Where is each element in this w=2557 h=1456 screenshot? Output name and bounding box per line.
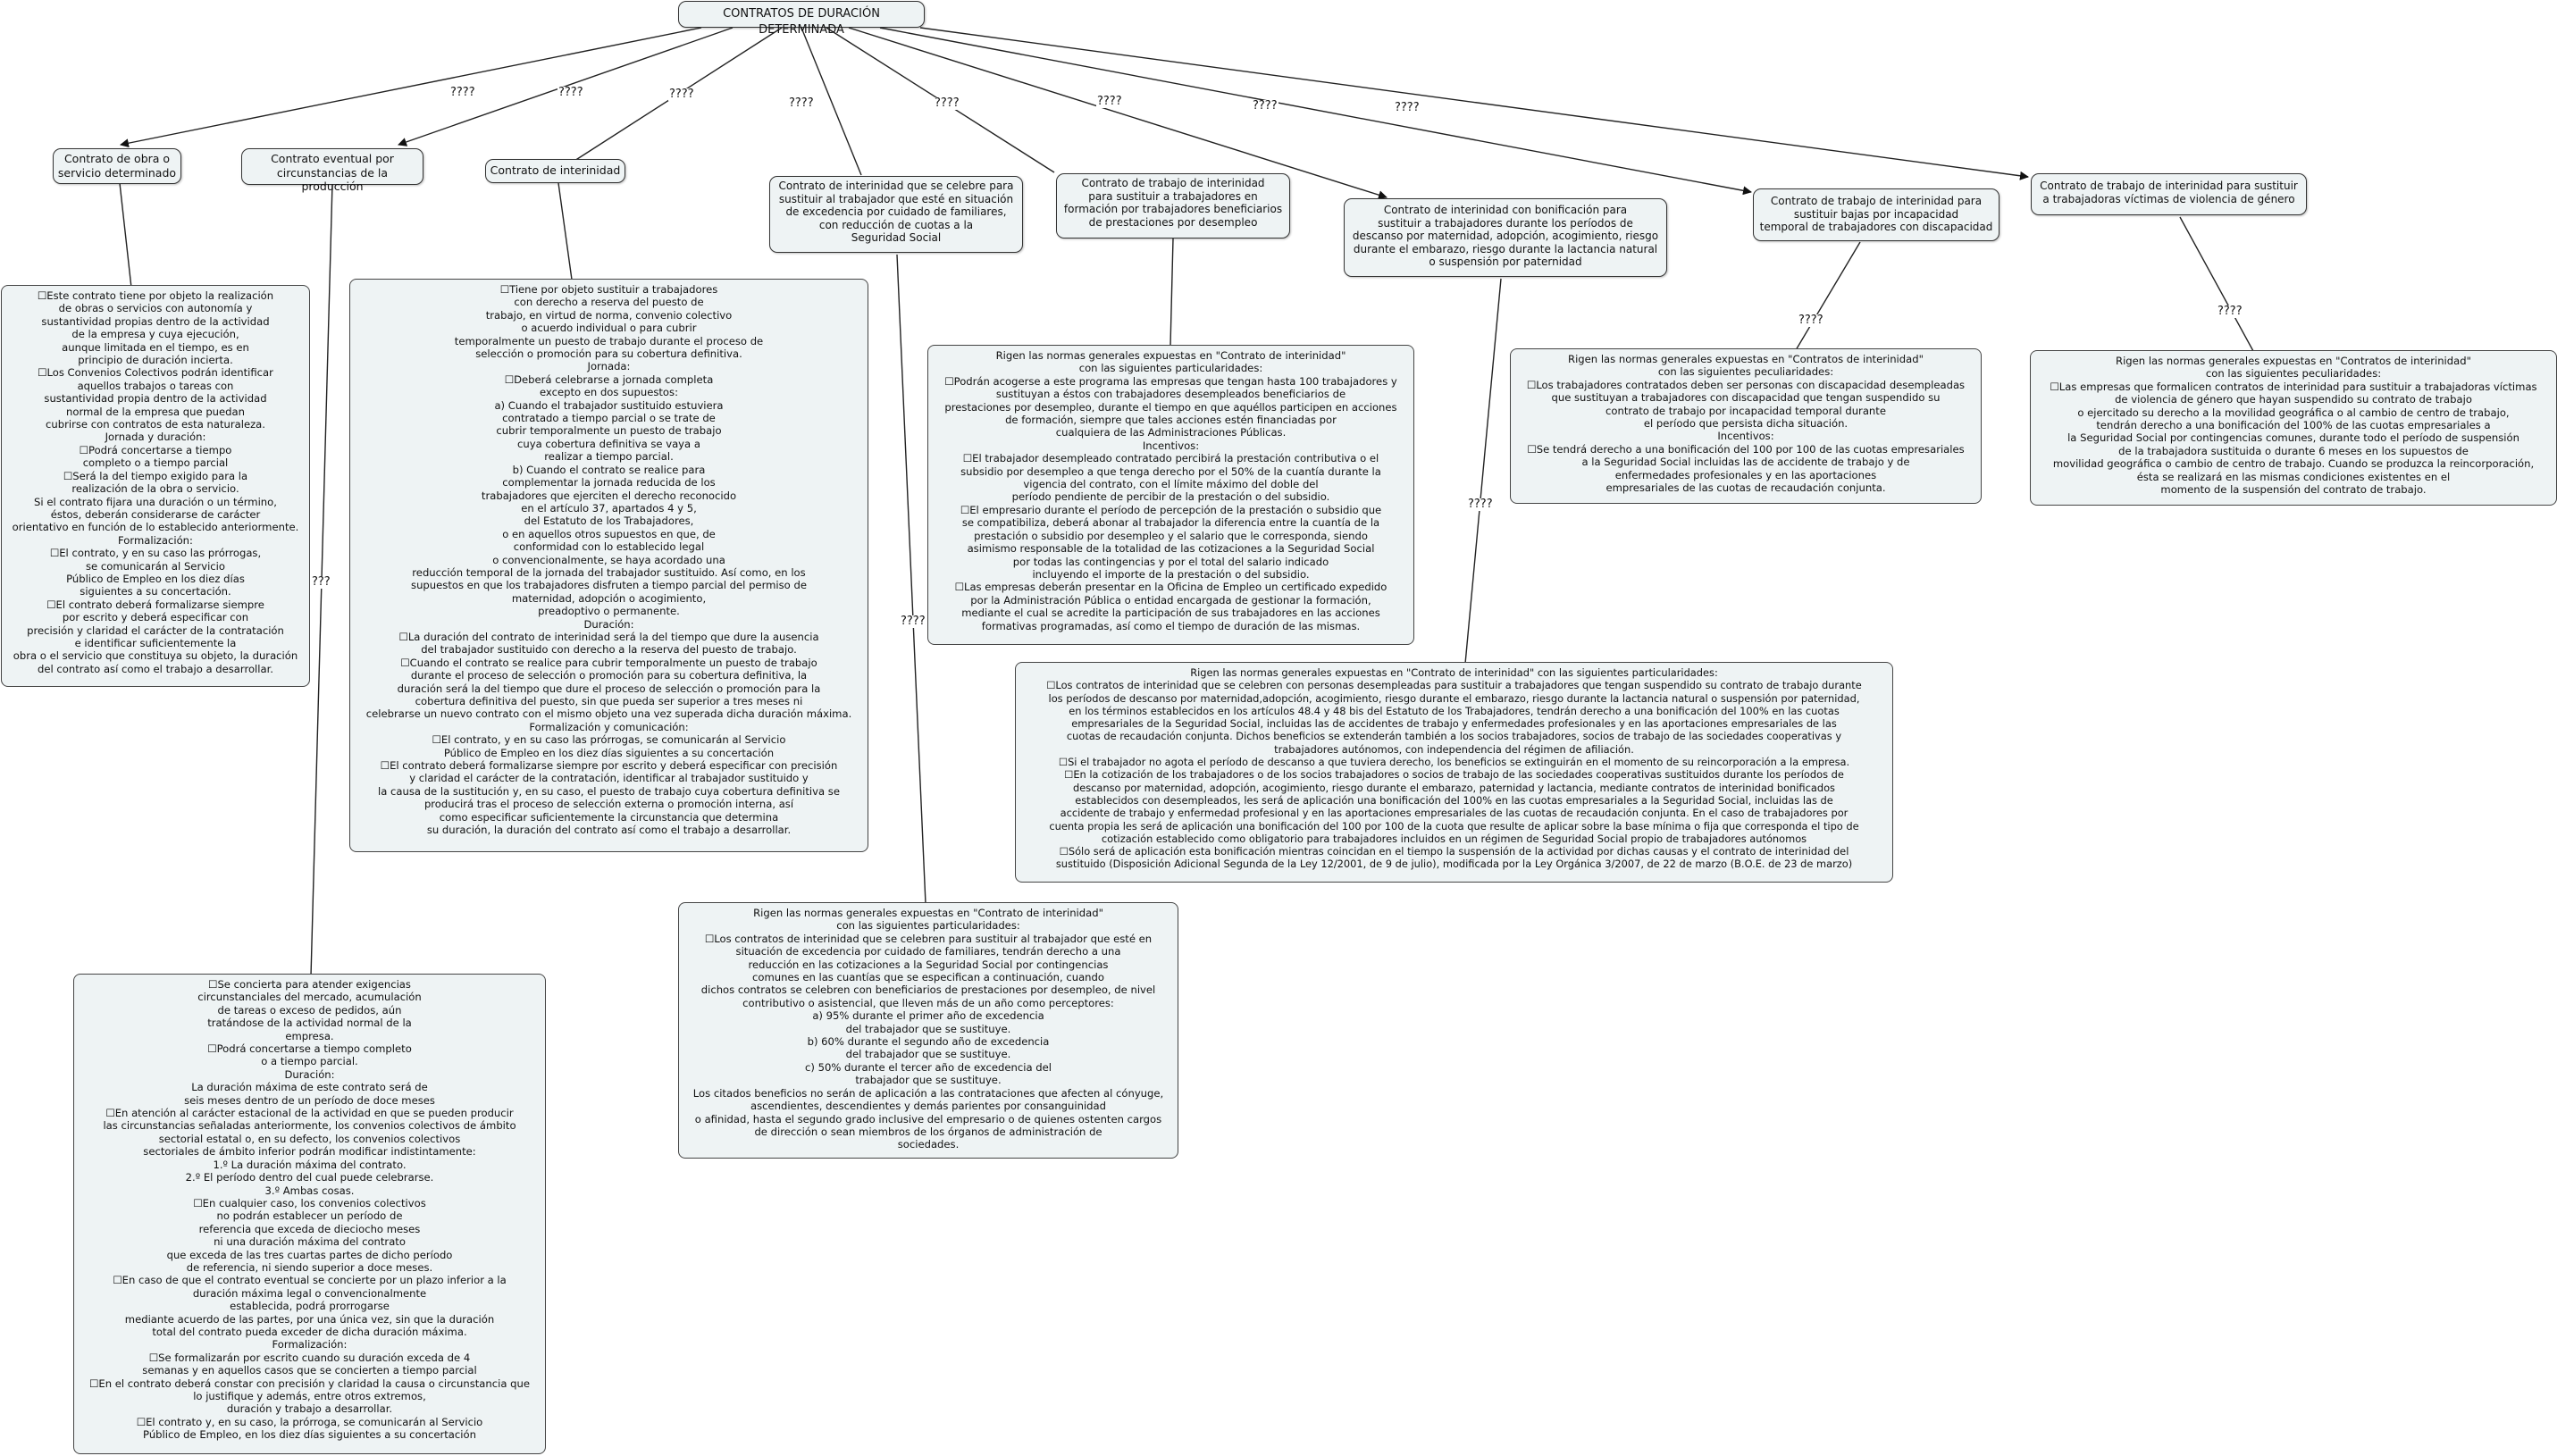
detail-excedencia: Rigen las normas generales expuestas en "Contrato de interinidad" con las siguientes particularidades: ☐Los contratos de interinidad que se celebren para sustituir al trabajador que esté en situación de excedencia por cuidado de familiares, tendrán derecho a una reducción en las cotizaciones a la Seguridad Social por contingencias comunes en las cuantías que se especifican a continuación, cuando dichos contratos se celebren con beneficiarios de prestaciones por desempleo, de nivel contributivo o asistencial, que lleven más de un año como perceptores: a) 95% durante el primer año de excedencia del trabajador que se sustituye. b) 60% durante el segundo año de excedencia del trabajador que se sustituye. c) 50% durante el tercer año de excedencia del trabajador que se sustituye. Los citados beneficios no serán de aplicación a las contrataciones que afecten al cónyuge, ascendientes, descendientes y demás parientes por consanguinidad o afinidad, hasta el segundo grado inclusive del empresario o de quienes ostenten cargos de dirección o sean miembros de los órganos de administración de sociedades. [678,902,1178,1159]
link-interinidad-detail [558,183,572,280]
link-label: ???? [1253,99,1278,113]
link-label: ???? [789,96,814,110]
link-label: ???? [1798,314,1823,327]
link-label: ???? [901,615,926,628]
link-root-obra [121,28,701,145]
link-label: ???? [450,86,475,99]
node-discapacidad[interactable]: Contrato de trabajo de interinidad para sustituir bajas por incapacidad temporal de trabajadores con discapacidad [1753,188,1999,241]
node-violencia[interactable]: Contrato de trabajo de interinidad para sustituir a trabajadoras víctimas de violencia de género [2031,173,2307,215]
node-obra[interactable]: Contrato de obra o servicio determinado [53,148,181,184]
node-formacion[interactable]: Contrato de trabajo de interinidad para sustituir a trabajadores en formación por trabajadores beneficiarios de prestaciones por desempleo [1056,173,1290,238]
link-label: ???? [935,96,960,110]
link-label: ???? [2217,305,2243,318]
link-root-discapacidad [880,28,1751,192]
link-label: ??? [312,575,331,589]
link-discapacidad-detail [1796,242,1860,350]
link-obra-detail [120,183,131,288]
root-node[interactable]: CONTRATOS DE DURACIÓN DETERMINADA [678,1,925,28]
detail-eventual: ☐Se concierta para atender exigencias circunstanciales del mercado, acumulación de tareas o exceso de pedidos, aún tratándose de la actividad normal de la empresa. ☐Podrá concertarse a tiempo completo o a tiempo parcial. Duración: La duración máxima de este contrato será de seis meses dentro de un período de doce meses ☐En atención al carácter estacional de la actividad en que se pueden producir las circunstancias señaladas anteriormente, los convenios colectivos de ámbito sectorial estatal o, en su defecto, los convenios colectivos sectoriales de ámbito inferior podrán modificar indistintamente: 1.º La duración máxima del contrato. 2.º El período dentro del cual puede celebrarse. 3.º Ambas cosas. ☐En cualquier caso, los convenios colectivos no podrán establecer un período de referencia que exceda de dieciocho meses ni una duración máxima del contrato que exceda de las tres cuartas partes de dicho período de referencia, ni siendo superior a doce meses. ☐En caso de que el contrato eventual se concierte por un plazo inferior a la duración máxima legal o convencionalmente establecida, podrá prorrogarse mediante acuerdo de las partes, por una única vez, sin que la duración total del contrato pueda exceder de dicha duración máxima. Formalización: ☐Se formalizarán por escrito cuando su duración exceda de 4 semanas y en aquellos casos que se concierten a tiempo parcial ☐En el contrato deberá constar con precisión y claridad la causa o circunstancia que lo justifique y además, entre otros extremos, duración y trabajo a desarrollar. ☐El contrato y, en su caso, la prórroga, se comunicarán al Servicio Público de Empleo, en los diez días siguientes a su concertación [73,974,546,1454]
detail-obra: ☐Este contrato tiene por objeto la realización de obras o servicios con autonomía y sustantividad propias dentro de la actividad de la empresa y cuya ejecución, aunque limitada en el tiempo, es en principio de duración incierta. ☐Los Convenios Colectivos podrán identificar aquellos trabajos o tareas con sustantividad propia dentro de la actividad normal de la empresa que puedan cubrirse con contratos de esta naturaleza. Jornada y duración: ☐Podrá concertarse a tiempo completo o a tiempo parcial ☐Será la del tiempo exigido para la realización de la obra o servicio. Si el contrato fijara una duración o un término, éstos, deberán considerarse de carácter orientativo en función de lo establecido anteriormente. Formalización: ☐El contrato, y en su caso las prórrogas, se comunicarán al Servicio Público de Empleo en los diez días siguientes a su concertación. ☐El contrato deberá formalizarse siempre por escrito y deberá especificar con precisión y claridad el carácter de la contratación e identificar suficientemente la obra o el servicio que constituya su objeto, la duración del contrato así como el trabajo a desarrollar. [1,285,310,687]
link-label: ???? [1097,95,1122,108]
link-label: ???? [669,88,694,101]
node-interinidad[interactable]: Contrato de interinidad [485,159,625,183]
node-eventual[interactable]: Contrato eventual por circunstancias de la producción [241,148,423,185]
link-label: ???? [1395,101,1420,114]
detail-formacion: Rigen las normas generales expuestas en "Contrato de interinidad" con las siguientes particularidades: ☐Podrán acogerse a este programa las empresas que tengan hasta 100 trabajadores y sustituyan a éstos con trabajadores desempleados beneficiarios de prestaciones por desempleo, durante el tiempo en que aquéllos participen en acciones de formación, siempre que tales acciones estén financiadas por cualquiera de las Administraciones Públicas. Incentivos: ☐El trabajador desempleado contratado percibirá la prestación contributiva o el subsidio por desempleo a que tenga derecho por el 50% de la cuantía durante la vigencia del contrato, con el límite máximo del doble del período pendiente de percibir de la prestación o del subsidio. ☐El empresario durante el período de percepción de la prestación o subsidio que se compatibiliza, deberá abonar al trabajador la diferencia entre la cuantía de la prestación o subsidio por desempleo y el salario que le corresponda, siendo asimismo responsable de la totalidad de las cotizaciones a la Seguridad Social por todas las contingencias y por el total del salario indicado incluyendo el importe de la prestación o del subsidio. ☐Las empresas deberán presentar en la Oficina de Empleo un certificado expedido por la Administración Pública o entidad encargada de gestionar la formación, mediante el cual se acredite la participación de sus trabajadores en las acciones formativas programadas, así como el tiempo de duración de las mismas. [927,345,1414,645]
detail-discapacidad: Rigen las normas generales expuestas en "Contratos de interinidad" con las siguientes peculiaridades: ☐Los trabajadores contratados deben ser personas con discapacidad desempleadas que sustituyan a trabajadores con discapacidad que tengan suspendido su contrato de trabajo por incapacidad temporal durante el período que persista dicha situación. Incentivos: ☐Se tendrá derecho a una bonificación del 100 por 100 de las cuotas empresariales a la Seguridad Social incluidas las de accidente de trabajo y de enfermedades profesionales y en las aportaciones empresariales de las cuotas de recaudación conjunta. [1510,348,1982,504]
link-bonificacion-detail [1465,279,1501,664]
detail-bonificacion: Rigen las normas generales expuestas en "Contrato de interinidad" con las siguientes particularidades: ☐Los contratos de interinidad que se celebren con personas desempleadas para sustituir a trabajadores que tengan suspendido su contrato de trabajo durante los períodos de descanso por maternidad,adopción, acogimiento, riesgo durante el embarazo, riesgo durante la lactancia natural o suspensión por paternidad, en los términos establecidos en los artículos 48.4 y 48 bis del Estatuto de los Trabajadores, tendrán derecho a una bonificación del 100% en las cuotas empresariales de la Seguridad Social, incluidas las de accidentes de trabajo y enfermedades profesionales y en las aportaciones empresariales de las cuotas de recaudación conjunta. Dichos beneficios se extenderán también a los socios trabajadores, socios de trabajo de las sociedades cooperativas y trabajadores autónomos, con independencia del régimen de afiliación. ☐Si el trabajador no agota el período de descanso a que tuviera derecho, los beneficios se extinguirán en el momento de su reincorporación a la empresa. ☐En la cotización de los trabajadores o de los socios trabajadores o socios de trabajo de las sociedades cooperativas sustituidos durante los períodos de descanso por maternidad, adopción, acogimiento, riesgo durante el embarazo, paternidad y lactancia, mediante contratos de interinidad bonificados establecidos con desempleados, les será de aplicación una bonificación del 100% en las cuotas empresariales a la Seguridad Social, incluidas las de accidente de trabajo y enfermedad profesional y en las aportaciones empresariales de las cuotas de recaudación conjunta. En el caso de trabajadores por cuenta propia les será de aplicación una bonificación del 100 por 100 de la cuota que resulte de aplicar sobre la base mínima o fija que corresponda el tipo de cotización establecido como obligatorio para trabajadores incluidos en un régimen de Seguridad Social propio de trabajadores autónomos ☐Sólo será de aplicación esta bonificación mientras coincidan en el tiempo la suspensión de la actividad por dichas causas y el contrato de interinidad del sustituido (Disposición Adicional Segunda de la Ley 12/2001, de 9 de julio), modificada por la Ley Orgánica 3/2007, de 22 de marzo (B.O.E. de 23 de marzo) [1015,662,1893,883]
link-formacion-detail [1170,238,1173,346]
link-label: ???? [1468,498,1493,511]
node-excedencia[interactable]: Contrato de interinidad que se celebre para sustituir al trabajador que esté en situación de excedencia por cuidado de familiares, con reducción de cuotas a la Seguridad Social [769,176,1023,253]
node-bonificacion[interactable]: Contrato de interinidad con bonificación para sustituir a trabajadores durante los períodos de descanso por maternidad, adopción, acogimiento, riesgo durante el embarazo, riesgo durante la lactancia natural o suspensión por paternidad [1344,198,1667,277]
detail-interinidad: ☐Tiene por objeto sustituir a trabajadores con derecho a reserva del puesto de trabajo, en virtud de norma, convenio colectivo o acuerdo individual o para cubrir temporalmente un puesto de trabajo durante el proceso de selección o promoción para su cobertura definitiva. Jornada: ☐Deberá celebrarse a jornada completa excepto en dos supuestos: a) Cuando el trabajador sustituido estuviera contratado a tiempo parcial o se trate de cubrir temporalmente un puesto de trabajo cuya cobertura definitiva se vaya a realizar a tiempo parcial. b) Cuando el contrato se realice para complementar la jornada reducida de los trabajadores que ejerciten el derecho reconocido en el artículo 37, apartados 4 y 5, del Estatuto de los Trabajadores, o en aquellos otros supuestos en que, de conformidad con lo establecido legal o convencionalmente, se haya acordado una reducción temporal de la jornada del trabajador sustituido. Así como, en los supuestos en que los trabajadores disfruten a tiempo parcial del permiso de maternidad, adopción o acogimiento, preadoptivo o permanente. Duración: ☐La duración del contrato de interinidad será la del tiempo que dure la ausencia del trabajador sustituido con derecho a la reserva del puesto de trabajo. ☐Cuando el contrato se realice para cubrir temporalmente un puesto de trabajo durante el proceso de selección o promoción para su cobertura definitiva, la duración será la del tiempo que dure el proceso de selección o promoción para la cobertura definitiva del puesto, sin que pueda ser superior a tres meses ni celebrarse un nuevo contrato con el mismo objeto una vez superada dicha duración máxima. Formalización y comunicación: ☐El contrato, y en su caso las prórrogas, se comunicarán al Servicio Público de Empleo en los diez días siguientes a su concertación ☐El contrato deberá formalizarse siempre por escrito y deberá especificar con precisión y claridad el carácter de la contratación, identificar al trabajador sustituido y la causa de la sustitución y, en su caso, el puesto de trabajo cuya cobertura definitiva se producirá tras el proceso de selección externa o promoción interna, así como especificar suficientemente la circunstancia que determina su duración, la duración del contrato así como el trabajo a desarrollar. [349,279,868,852]
detail-violencia: Rigen las normas generales expuestas en "Contratos de interinidad" con las siguientes peculiaridades: ☐Las empresas que formalicen contratos de interinidad para sustituir a trabajadoras víctimas de violencia de género que hayan suspendido su contrato de trabajo o ejercitado su derecho a la movilidad geográfica o al cambio de centro de trabajo, tendrán derecho a una bonificación del 100% de las cuotas empresariales a la Seguridad Social por contingencias comunes, durante todo el período de suspensión de la trabajadora sustituida o durante 6 meses en los supuestos de movilidad geográfica o cambio de centro de trabajo. Cuando se produzca la reincorporación, ésta se realizará en las mismas condiciones existentes en el momento de la suspensión del contrato de trabajo. [2030,350,2557,506]
link-root-bonificacion [849,28,1387,197]
link-excedencia-detail [897,255,926,904]
link-violencia-detail [2180,217,2253,351]
link-label: ???? [558,86,583,99]
